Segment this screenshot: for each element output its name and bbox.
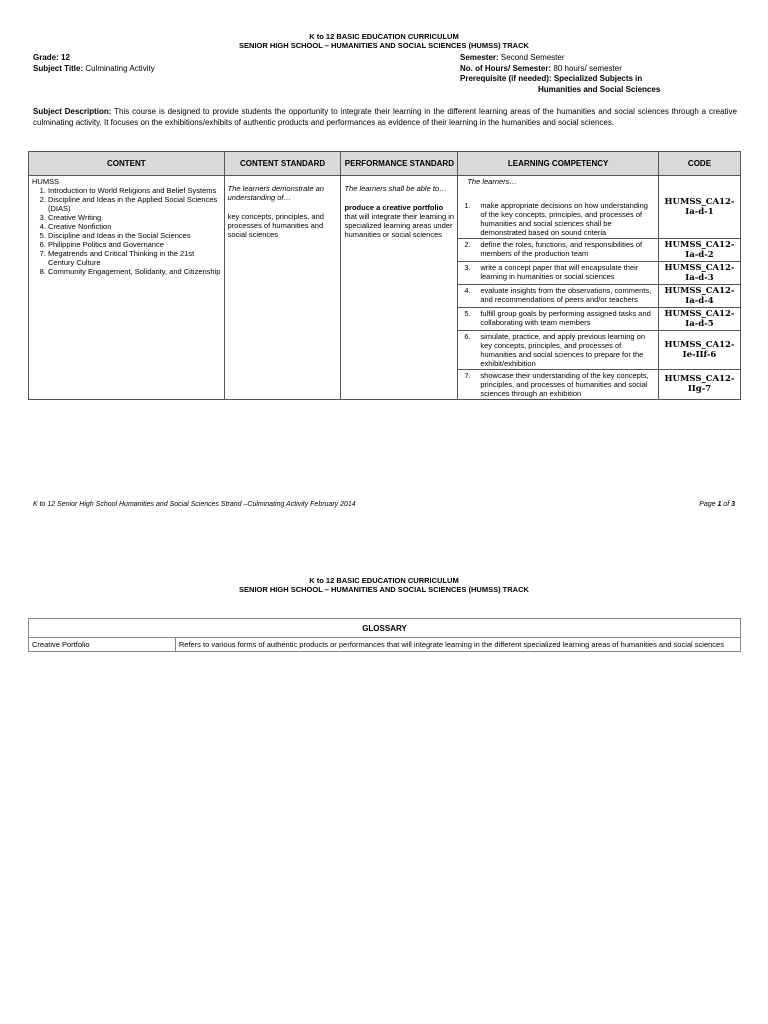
code-cell: HUMSS_CA12-Ie-IIf-6 — [658, 330, 740, 369]
competency-cell — [458, 369, 659, 399]
header-line-2: SENIOR HIGH SCHOOL – HUMANITIES AND SOCIAL SCIENCES (HUMSS) TRACK — [239, 41, 529, 50]
glossary-definition: Refers to various forms of authentic products or performances that will integrate learning in the different specialized learning areas of humanities and social sciences — [175, 638, 740, 652]
competency-number: 1. — [464, 200, 471, 210]
page-total: 3 — [731, 501, 735, 508]
grade-value: 12 — [61, 53, 70, 62]
competency-intro-cell — [458, 176, 659, 200]
hours-field — [460, 64, 622, 74]
header-line-2: SENIOR HIGH SCHOOL – HUMANITIES AND SOCIAL SCIENCES (HUMSS) TRACK — [239, 585, 529, 594]
code-cell: HUMSS_CA12-IIg-7 — [658, 369, 740, 399]
header-content: CONTENT — [29, 152, 225, 176]
competency-text: evaluate insights from the observations, comments, and recommendations of peers and/or teachers — [480, 285, 652, 304]
code-cell: HUMSS_CA12-Ia-d-3 — [658, 261, 740, 284]
competency-cell — [458, 330, 659, 369]
semester-field — [460, 53, 565, 63]
competency-cell — [458, 307, 659, 330]
page-current: 1 — [717, 501, 722, 508]
header-line-1: K to 12 BASIC EDUCATION CURRICULUM — [309, 32, 459, 41]
performance-intro: The learners shall be able to… — [344, 184, 447, 193]
semester-value: Second Semester — [500, 53, 565, 62]
grade-label: Grade: — [33, 53, 59, 62]
competency-cell — [458, 238, 659, 261]
content-list — [32, 186, 221, 276]
content-standard-cell — [224, 176, 341, 400]
prerequisite-value-2: Humanities and Social Sciences — [538, 85, 661, 94]
hours-value: 80 hours/ semester — [553, 64, 622, 73]
subject-title-label: Subject Title: — [33, 64, 84, 73]
subject-title-value: Culminating Activity — [85, 64, 155, 73]
list-item: 3. Creative Writing — [48, 213, 221, 222]
performance-bold: produce a creative portfolio — [344, 203, 444, 212]
list-item: 1. Introduction to World Religions and Belief Systems — [48, 186, 221, 195]
table-header-row — [29, 152, 741, 176]
list-item: 5. Discipline and Ideas in the Social Sciences — [48, 231, 221, 240]
page-number — [699, 501, 735, 508]
semester-label: Semester: — [460, 53, 499, 62]
header-content-standard: CONTENT STANDARD — [224, 152, 341, 176]
code-cell: HUMSS_CA12-Ia-d-2 — [658, 238, 740, 261]
page-label: Page — [699, 501, 718, 508]
competency-number: 4. — [464, 285, 471, 295]
competency-cell — [458, 261, 659, 284]
competency-text: fulfill group goals by performing assigned tasks and collaborating with team members — [480, 308, 651, 327]
page-of: of — [721, 501, 732, 508]
subject-description — [33, 107, 737, 128]
content-cell — [29, 176, 225, 400]
description-text: This course is designed to provide students the opportunity to integrate their learning in the different learning areas of the humanities and social sciences through a creative culminating activity. It focuses on the exhibitions/exhibits of authentic products and performances as evidence of their learning in the humanities and social sciences. — [33, 107, 738, 127]
performance-rest: that will integrate their learning in specialized learning areas under humanities or social sciences — [344, 212, 455, 239]
header-learning-competency: LEARNING COMPETENCY — [458, 152, 659, 176]
competency-text: define the roles, functions, and responsibilities of members of the production team — [480, 239, 643, 258]
competency-intro: The learners… — [467, 177, 517, 186]
glossary-table — [28, 618, 741, 652]
list-item: 4. Creative Nonfiction — [48, 222, 221, 231]
competency-number: 3. — [464, 262, 471, 272]
content-standard-text: key concepts, principles, and processes of humanities and social sciences — [227, 212, 324, 239]
competency-cell — [458, 200, 659, 239]
performance-standard-cell — [341, 176, 458, 400]
header-line-1: K to 12 BASIC EDUCATION CURRICULUM — [309, 576, 459, 585]
prerequisite-label: Prerequisite (if needed): — [460, 74, 552, 83]
competency-text: simulate, practice, and apply previous learning on key concepts, principles, and processes of humanities and social sciences to prepare for the exhibit/exhibition — [480, 331, 645, 368]
performance-standard-text — [344, 203, 454, 239]
list-item: 8. Community Engagement, Solidarity, and Citizenship — [48, 267, 221, 276]
subject-title-field — [33, 64, 155, 74]
hours-label: No. of Hours/ Semester: — [460, 64, 552, 73]
list-item: 6. Philippine Politics and Governance — [48, 240, 221, 249]
grade-field — [33, 53, 70, 63]
header-performance-standard: PERFORMANCE STANDARD — [341, 152, 458, 176]
competency-text: make appropriate decisions on how understanding of the key concepts, principles, and processes of humanities and social sciences shall be demonstrated based on sound criteria — [480, 200, 648, 237]
footer-left: K to 12 Senior High School Humanities and Social Sciences Strand –Culminating Activity February 2014 — [33, 501, 356, 508]
description-label: Subject Description: — [33, 107, 112, 116]
curriculum-header — [0, 32, 768, 50]
code-cell: HUMSS_CA12-Ia-d-4 — [658, 284, 740, 307]
list-item: 7. Megatrends and Critical Thinking in the 21st Century Culture — [48, 249, 221, 267]
content-heading: HUMSS — [32, 177, 60, 186]
header-code: CODE — [658, 152, 740, 176]
glossary-title: GLOSSARY — [29, 619, 741, 638]
competency-number: 2. — [464, 239, 471, 249]
list-item: 2. Discipline and Ideas in the Applied Social Sciences (DIAS) — [48, 195, 221, 213]
code-cell: HUMSS_CA12-Ia-d-1 — [658, 176, 740, 239]
glossary-term: Creative Portfolio — [29, 638, 176, 652]
curriculum-table — [28, 151, 741, 400]
competency-number: 7. — [464, 370, 471, 380]
competency-number: 6. — [464, 331, 471, 341]
prerequisite-value-1: Specialized Subjects in — [553, 74, 643, 83]
prerequisite-field — [460, 74, 642, 84]
competency-number: 5. — [464, 308, 471, 318]
competency-text: showcase their understanding of the key concepts, principles, and processes of humanities and social sciences through an exhibition — [480, 370, 649, 398]
competency-text: write a concept paper that will encapsulate their learning in humanities or social sciences — [480, 262, 639, 281]
content-standard-intro: The learners demonstrate an understanding of… — [227, 184, 324, 202]
competency-cell — [458, 284, 659, 307]
code-cell: HUMSS_CA12-Ia-d-5 — [658, 307, 740, 330]
curriculum-header — [0, 576, 768, 594]
table-row — [29, 638, 741, 652]
